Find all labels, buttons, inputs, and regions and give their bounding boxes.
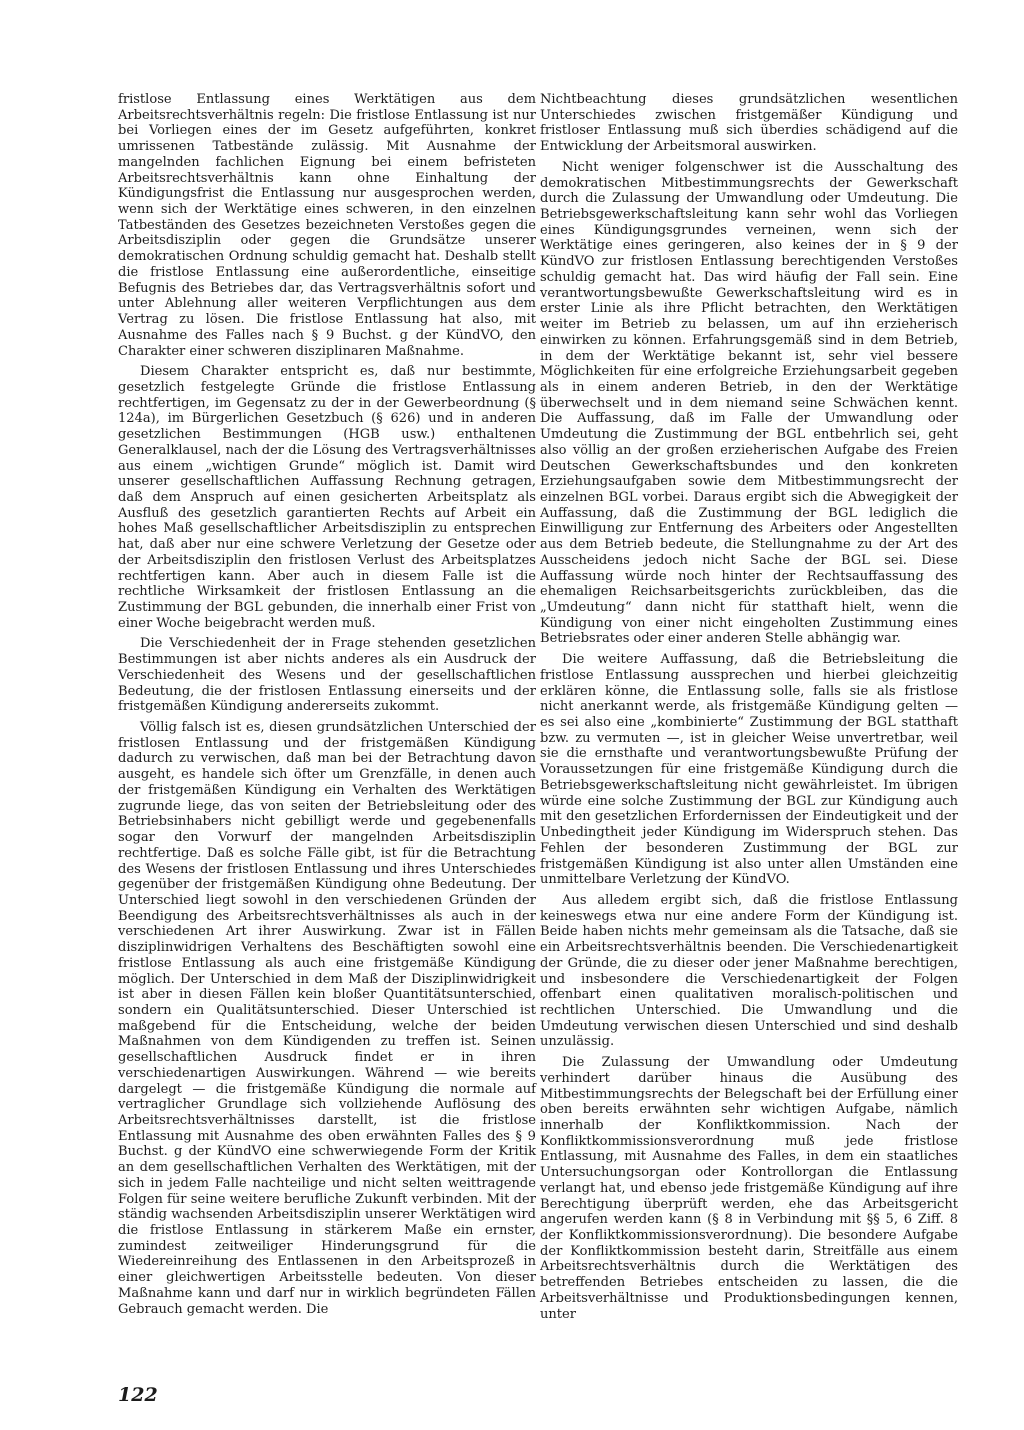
paragraph: Nichtbeachtung dieses grundsätzlichen wesentlichen Unterschiedes zwischen fristgemäßer Kündigung und fristloser Entlassung muß sich überdies schädigend auf die Entwicklung der Arbeitsmoral auswirken. <box>540 92 958 155</box>
right-column <box>540 92 958 1327</box>
paragraph: fristlose Entlassung eines Werktätigen aus dem Arbeitsrechtsverhältnis regeln: Die fristlose Entlassung ist nur bei Vorliegen eines der im Gesetz aufgeführten, konkret umrissenen Tatbestände zulässig. Mit Ausnahme der mangelnden fachlichen Eignung bei einem befristeten Arbeitsrechtsverhältnis kann ohne Einhaltung der Kündigungsfrist die Entlassung nur ausgesprochen werden, wenn sich der Werktätige eines schweren, in den einzelnen Tatbeständen des Gesetzes bezeichneten Verstoßes gegen die Arbeitsdisziplin oder gegen die Grundsätze unserer demokratischen Ordnung schuldig gemacht hat. Deshalb stellt die fristlose Entlassung eine außerordentliche, einseitige Befugnis des Betriebes dar, das Vertragsverhältnis sofort und unter Ablehnung aller weiteren Verpflichtungen aus dem Vertrag zu lösen. Die fristlose Entlassung hat also, mit Ausnahme des Falles nach § 9 Buchst. g der KündVO, den Charakter einer schweren disziplinaren Maßnahme. <box>118 92 536 359</box>
paragraph: Die Verschiedenheit der in Frage stehenden gesetzlichen Bestimmungen ist aber nichts anderes als ein Ausdruck der Verschiedenheit des Wesens und der gesellschaftlichen Bedeutung, die der fristlosen Entlassung einerseits und der fristgemäßen Kündigung andererseits zukommt. <box>118 636 536 715</box>
left-column <box>118 92 536 1322</box>
page-number: 122 <box>118 1384 158 1406</box>
paragraph: Diesem Charakter entspricht es, daß nur bestimmte, gesetzlich festgelegte Gründe die fristlose Entlassung rechtfertigen, im Gegensatz zu der in der Gewerbeordnung (§ 124a), im Bürgerlichen Gesetzbuch (§ 626) und in anderen gesetzlichen Bestimmungen (HGB usw.) enthaltenen Generalklausel, nach der die Lösung des Vertragsverhältnisses aus einem „wichtigen Grunde“ möglich ist. Damit wird unserer gesellschaftlichen Auffassung Rechnung getragen, daß dem Anspruch auf einen gesicherten Arbeitsplatz als Ausfluß des gesetzlich garantierten Rechts auf Arbeit ein hohes Maß gesellschaftlicher Arbeitsdisziplin zu entsprechen hat, daß aber nur eine schwere Verletzung der Gesetze oder der Arbeitsdisziplin den fristlosen Verlust des Arbeitsplatzes rechtfertigen kann. Aber auch in diesem Falle ist die rechtliche Wirksamkeit der fristlosen Entlassung an die Zustimmung der BGL gebunden, die innerhalb einer Frist von einer Woche beigebracht werden muß. <box>118 364 536 631</box>
paragraph: Die weitere Auffassung, daß die Betriebsleitung die fristlose Entlassung aussprechen und hierbei gleichzeitig erklären könne, die Entlassung solle, falls sie als fristlose nicht anerkannt werde, als fristgemäße Kündigung gelten — es sei also eine „kombinierte“ Zustimmung der BGL statthaft bzw. zu vermuten —, ist in gleicher Weise unvertretbar, weil sie die ernsthafte und verantwortungsbewußte Prüfung der Voraussetzungen für eine fristgemäße Kündigung durch die Betriebsgewerkschaftsleitung nicht gewährleistet. Im übrigen würde eine solche Zustimmung der BGL zur Kündigung auch mit den gesetzlichen Erfordernissen der Eindeutigkeit und der Unbedingtheit jeder Kündigung im Widerspruch stehen. Das Fehlen der besonderen Zustimmung der BGL zur fristgemäßen Kündigung ist also unter allen Umständen eine unmittelbare Verletzung der KündVO. <box>540 652 958 888</box>
paragraph: Aus alledem ergibt sich, daß die fristlose Entlassung keineswegs etwa nur eine andere Form der Kündigung ist. Beide haben nichts mehr gemeinsam als die Tatsache, daß sie ein Arbeitsrechtsverhältnis beenden. Die Verschiedenartigkeit der Gründe, die zu dieser oder jener Maßnahme berechtigen, und insbesondere die Verschiedenartigkeit der Folgen offenbart einen qualitativen moralisch-politischen und rechtlichen Unterschied. Die Umwandlung und die Umdeutung verwischen diesen Unterschied und sind deshalb unzulässig. <box>540 892 958 1050</box>
paragraph: Völlig falsch ist es, diesen grundsätzlichen Unterschied der fristlosen Entlassung und der fristgemäßen Kündigung dadurch zu verwischen, daß man bei der Betrachtung davon ausgeht, es handele sich öfter um Grenzfälle, in denen auch der fristgemäßen Kündigung ein Verhalten des Werktätigen zugrunde liege, das von seiten der Betriebsleitung oder des Betriebsinhabers nicht gebilligt werde und gegebenenfalls sogar den Vorwurf der mangelnden Arbeitsdisziplin rechtfertige. Daß es solche Fälle gibt, ist für die Betrachtung des Wesens der fristlosen Entlassung und ihres Unterschiedes gegenüber der fristgemäßen Kündigung ohne Bedeutung. Der Unterschied liegt sowohl in den verschiedenen Gründen der Beendigung des Arbeitsrechtsverhältnisses als auch in der verschiedenen Art ihrer Auswirkung. Zwar ist in Fällen disziplinwidrigen Verhaltens des Beschäftigten sowohl eine fristlose Entlassung als auch eine fristgemäße Kündigung möglich. Der Unterschied in dem Maß der Disziplinwidrigkeit ist aber in diesen Fällen kein bloßer Quantitätsunterschied, sondern ein Qualitätsunterschied. Dieser Unterschied ist maßgebend für die Entscheidung, welche der beiden Maßnahmen von dem Kündigenden zu treffen ist. Seinen gesellschaftlichen Ausdruck findet er in ihren verschiedenartigen Auswirkungen. Während — wie bereits dargelegt — die fristgemäße Kündigung die normale auf vertraglicher Grundlage sich vollziehende Auflösung des Arbeitsrechtsverhältnisses darstellt, ist die fristlose Entlassung mit Ausnahme des oben erwähnten Falles des § 9 Buchst. g der KündVO eine schwerwiegende Form der Kritik an dem gesellschaftlichen Verhalten des Werktätigen, mit der sich in jedem Falle nachteilige und nicht selten weittragende Folgen für seine weitere berufliche Zukunft verbinden. Mit der ständig wachsenden Arbeitsdisziplin unserer Werktätigen wird die fristlose Entlassung in stärkerem Maße ein ernster, zumindest zeitweiliger Hinderungsgrund für die Wiedereinreihung des Entlassenen in den Arbeitsprozeß in einer gleichwertigen Arbeitsstelle bedeuten. Von dieser Maßnahme kann und darf nur in wirklich begründeten Fällen Gebrauch gemacht werden. Die <box>118 720 536 1317</box>
paragraph: Nicht weniger folgenschwer ist die Ausschaltung des demokratischen Mitbestimmungsrechts der Gewerkschaft durch die Zulassung der Umwandlung oder Umdeutung. Die Betriebsgewerkschaftsleitung kann sehr wohl das Vorliegen eines Kündigungsgrundes verneinen, wenn sich der Werktätige eines geringeren, also keines der in § 9 der KündVO zur fristlosen Entlassung berechtigenden Verstoßes schuldig gemacht hat. Das wird häufig der Fall sein. Eine verantwortungsbewußte Gewerkschaftsleitung wird es in erster Linie als ihre Pflicht betrachten, den Werktätigen weiter im Betrieb zu belassen, um auf ihn erzieherisch einwirken zu können. Erfahrungsgemäß sind in dem Betrieb, in dem der Werktätige bekannt ist, sehr viel bessere Möglichkeiten für eine erfolgreiche Erziehungsarbeit gegeben als in einem anderen Betrieb, in den der Werktätige überwechselt und in dem niemand seine Schwächen kennt. Die Auffassung, daß im Falle der Umwandlung oder Umdeutung die Zustimmung der BGL entbehrlich sei, geht also völlig an der großen erzieherischen Aufgabe des Freien Deutschen Gewerkschaftsbundes und den konkreten Erziehungsaufgaben sowie dem Mitbestimmungsrecht der einzelnen BGL vorbei. Daraus ergibt sich die Abwegigkeit der Auffassung, daß die Zustimmung der BGL lediglich die Einwilligung zur Entfernung des Arbeiters oder Angestellten aus dem Betrieb bedeute, die Stellungnahme zu der Art des Ausscheidens jedoch nicht Sache der BGL sei. Diese Auffassung würde noch hinter der Rechtsauffassung des ehemaligen Reichsarbeitsgerichts zurückbleiben, das die „Umdeutung“ dann nicht für statthaft hielt, wenn die Kündigung von einer nicht eingeholten Zustimmung eines Betriebsrates oder einer anderen Stelle abhängig war. <box>540 159 958 647</box>
paragraph: Die Zulassung der Umwandlung oder Umdeutung verhindert darüber hinaus die Ausübung des Mitbestimmungsrechts der Belegschaft bei der Erfüllung einer oben bereits erwähnten sehr wichtigen Aufgabe, nämlich innerhalb der Konfliktkommission. Nach der Konfliktkommissionsverordnung muß jede fristlose Entlassung, mit Ausnahme des Falles, in dem ein staatliches Untersuchungsorgan oder Kontrollorgan die Entlassung verlangt hat, und ebenso jede fristgemäße Kündigung auf ihre Berechtigung überprüft werden, ehe das Arbeitsgericht angerufen werden kann (§ 8 in Verbindung mit §§ 5, 6 Ziff. 8 der Konfliktkommissionsverordnung). Die besondere Aufgabe der Konfliktkommission besteht darin, Streitfälle aus einem Arbeitsrechtsverhältnis durch die Werktätigen des betreffenden Betriebes entscheiden zu lassen, die die Arbeitsverhältnisse und Produktionsbedingungen kennen, unter <box>540 1055 958 1322</box>
